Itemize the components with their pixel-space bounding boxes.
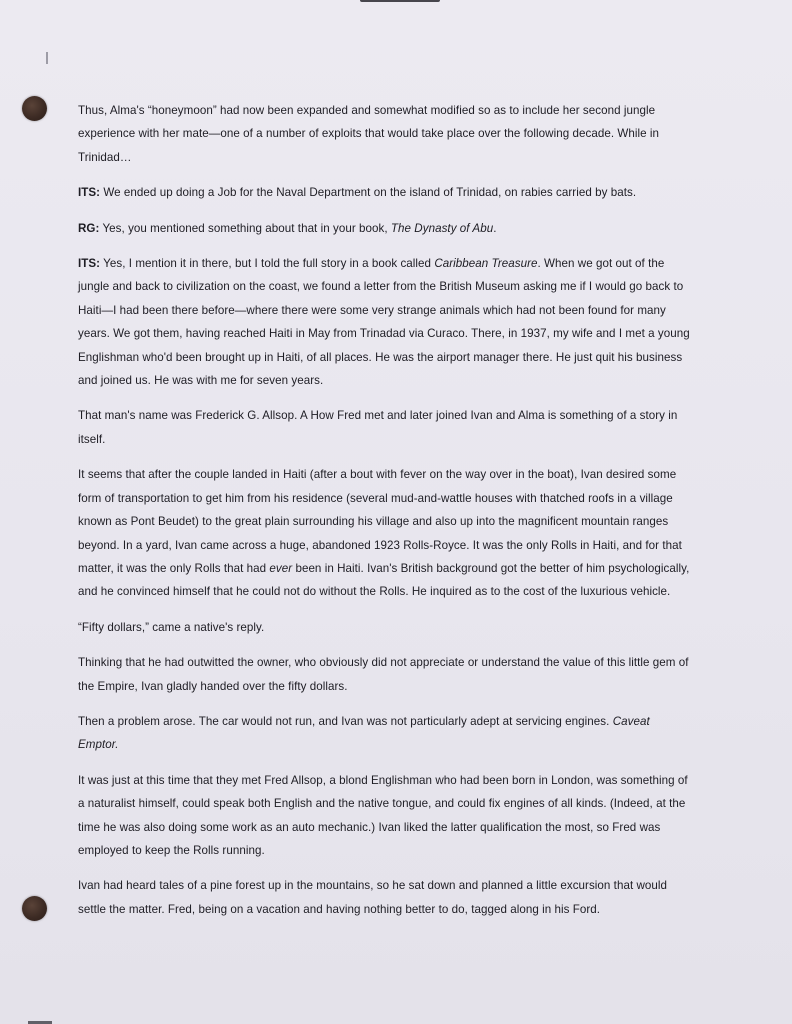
paragraph-text: Yes, you mentioned something about that in your book, (99, 221, 391, 235)
paragraph-text: It was just at this time that they met Fred Allsop, a blond Englishman who had been born in London, was something of a naturalist himself, could speak both English and the native tongue, and could fix engines of all kinds. (Indeed, at the time he was also doing some work as an auto mechanic.) Ivan liked the latter qualification the most, so Fred was employed to keep the Rolls running. (78, 773, 688, 857)
paragraph (78, 710, 690, 757)
text-column (78, 99, 690, 933)
top-edge-mark (360, 0, 440, 2)
paragraph-text: Ivan had heard tales of a pine forest up in the mountains, so he sat down and planned a little excursion that would settle the matter. Fred, being on a vacation and having nothing better to do, tagged along in his Ford. (78, 879, 668, 916)
speaker-label: ITS: (78, 257, 101, 271)
paragraph-text: That man's name was Frederick G. Allsop. A How Fred met and later joined Ivan and Alma is something of a story in itself. (78, 409, 678, 446)
paragraph-text: Yes, I mention it in there, but I told the full story in a book called (100, 257, 435, 271)
paragraph-text: We ended up doing a Job for the Naval Department on the island of Trinidad, on rabies carried by bats. (100, 186, 637, 200)
paragraph-text: . When we got out of the jungle and back to civilization on the coast, we found a letter from the British Museum asking me if I would go back to Haiti—I had been there before—where there were some very strange animals which had not been found for many years. We got them, having reached Haiti in May from Trinadad via Curaco. There, in 1937, my wife and I met a young Englishman who'd been brought up in Haiti, of all places. He was the airport manager there. He just quit his business and joined us. He was with me for seven years. (78, 257, 690, 388)
paragraph (78, 651, 690, 698)
paragraph (78, 99, 690, 169)
interview-exchange (78, 252, 690, 392)
paragraph-text: Thus, Alma's “honeymoon” had now been expanded and somewhat modified so as to include her second jungle experience with her mate—one of a number of exploits that would take place over the following decade. While in Trinidad… (78, 104, 660, 164)
paragraph-text: “Fifty dollars,” came a native's reply. (78, 620, 265, 634)
paragraph-text: Then a problem arose. The car would not run, and Ivan was not particularly adept at servicing engines. (78, 714, 613, 728)
paragraph-text: been in Haiti. Ivan's British background got the better of him psychologically, and he convinced himself that he could not do without the Rolls. He inquired as to the cost of the luxurious vehicle. (78, 561, 690, 599)
paragraph (78, 404, 690, 451)
paragraph (78, 769, 690, 863)
book-title: Caribbean Treasure (434, 257, 538, 271)
paragraph-text: It seems that after the couple landed in Haiti (after a bout with fever on the way over in the boat), Ivan desired some form of transportation to get him from his residence (several mud-and-wattle houses with thatched roofs in a village known as Pont Beudet) to the great plain surrounding his village and also up into the magnificent mountain ranges beyond. In a yard, Ivan came across a huge, abandoned 1923 Rolls-Royce. It was the only Rolls in Haiti, and for that matter, it was the only Rolls that had (78, 468, 682, 575)
interview-exchange (78, 217, 690, 240)
speaker-label: ITS: (78, 186, 101, 200)
paragraph (78, 874, 690, 921)
paragraph (78, 463, 690, 603)
emphasis: ever (269, 561, 293, 575)
book-title: The Dynasty of Abu (390, 221, 494, 235)
interview-exchange (78, 181, 690, 204)
paragraph-text: Thinking that he had outwitted the owner, who obviously did not appreciate or understand the value of this little gem of the Empire, Ivan gladly handed over the fifty dollars. (78, 656, 689, 693)
emphasis: Caveat Emptor. (78, 714, 650, 752)
punch-hole (22, 896, 47, 921)
punch-hole (22, 96, 47, 121)
paragraph (78, 616, 690, 639)
paragraph-text: . (493, 221, 497, 235)
margin-tick-mark (46, 52, 48, 64)
speaker-label: RG: (78, 221, 100, 235)
